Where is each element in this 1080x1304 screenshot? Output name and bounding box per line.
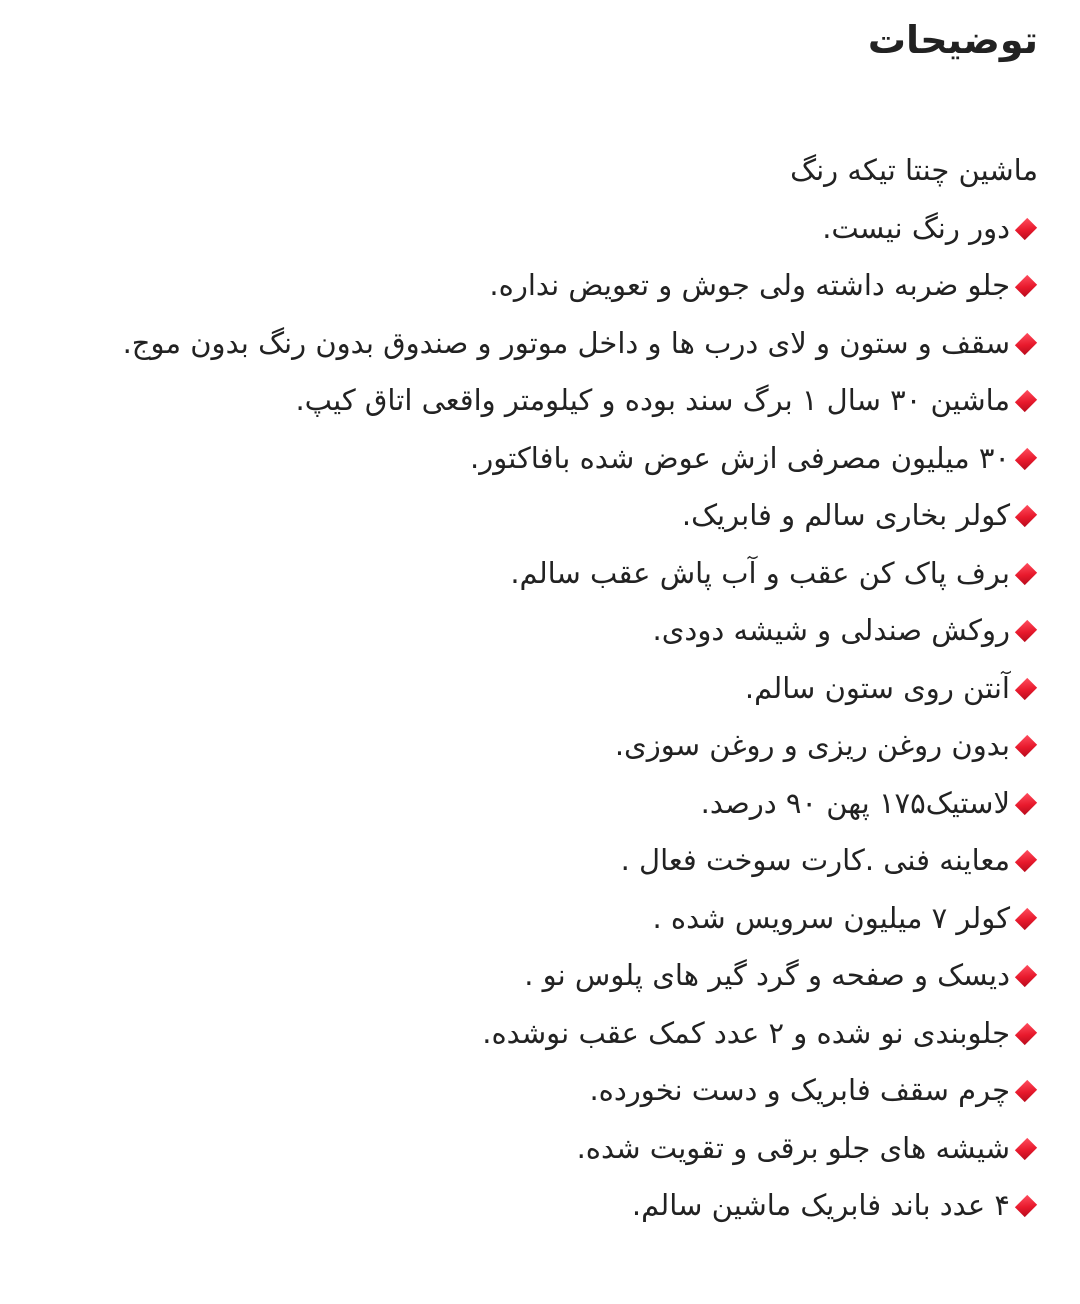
list-item-text: دیسک و صفحه و گرد گیر های پلوس نو . [524, 958, 1010, 992]
red-diamond-icon [1016, 219, 1036, 239]
list-item-text: بدون روغن ریزی و روغن سوزی. [614, 728, 1010, 762]
list-item-text: روکش صندلی و شیشه دودی. [652, 613, 1010, 647]
list-item-text: آنتن روی ستون سالم. [744, 670, 1010, 705]
red-diamond-icon [1016, 679, 1036, 699]
list-item [40, 947, 1038, 1005]
list-item-text: لاستیک۱۷۵ پهن ۹۰ درصد. [700, 785, 1010, 820]
description-page [40, 0, 1038, 1235]
list-item [40, 717, 1038, 775]
list-item [40, 660, 1038, 718]
list-item-text: کولر ۷ میلیون سرویس شده . [652, 900, 1010, 935]
list-item-text: برف پاک کن عقب و آب پاش عقب سالم. [510, 555, 1010, 590]
red-diamond-icon [1016, 391, 1036, 411]
list-item-text: ۳۰ میلیون مصرفی ازش عوض شده بافاکتور. [470, 440, 1010, 475]
list-item-text: ماشین ۳۰ سال ۱ برگ سند بوده و کیلومتر واقعی اتاق کیپ. [295, 383, 1010, 417]
list-item [40, 1062, 1038, 1120]
red-diamond-icon [1016, 794, 1036, 814]
red-diamond-icon [1016, 334, 1036, 354]
red-diamond-icon [1016, 506, 1036, 526]
list-item-text: سقف و ستون و لای درب ها و داخل موتور و صندوق بدون رنگ بدون موج. [122, 325, 1010, 360]
list-item [40, 1005, 1038, 1063]
list-item [40, 545, 1038, 603]
list-item [40, 1120, 1038, 1178]
red-diamond-icon [1016, 276, 1036, 296]
red-diamond-icon [1016, 909, 1036, 929]
list-item [40, 832, 1038, 890]
list-item [40, 430, 1038, 488]
list-item [40, 487, 1038, 545]
red-diamond-icon [1016, 621, 1036, 641]
list-item-text: ۴ عدد باند فابریک ماشین سالم. [631, 1188, 1010, 1222]
red-diamond-icon [1016, 449, 1036, 469]
description-intro: ماشین چنتا تیکه رنگ [790, 153, 1038, 187]
red-diamond-icon [1016, 1196, 1036, 1216]
red-diamond-icon [1016, 1024, 1036, 1044]
list-item [40, 315, 1038, 373]
list-item [40, 890, 1038, 948]
list-item [40, 200, 1038, 258]
list-item-text: معاینه فنی .کارت سوخت فعال . [620, 843, 1010, 877]
list-item-text: جلو ضربه داشته ولی جوش و تعویض نداره. [489, 268, 1010, 302]
red-diamond-icon [1016, 1139, 1036, 1159]
list-item [40, 257, 1038, 315]
list-item-text: چرم سقف فابریک و دست نخورده. [589, 1073, 1010, 1107]
red-diamond-icon [1016, 1081, 1036, 1101]
list-item-text: دور رنگ نیست. [822, 210, 1010, 245]
list-item [40, 775, 1038, 833]
red-diamond-icon [1016, 736, 1036, 756]
red-diamond-icon [1016, 966, 1036, 986]
red-diamond-icon [1016, 564, 1036, 584]
red-diamond-icon [1016, 851, 1036, 871]
list-item-text: کولر بخاری سالم و فابریک. [681, 498, 1010, 532]
page-title: توضیحات [867, 18, 1038, 62]
list-item [40, 602, 1038, 660]
list-item [40, 372, 1038, 430]
list-item-text: جلوبندی نو شده و ۲ عدد کمک عقب نوشده. [482, 1015, 1010, 1050]
list-item-text: شیشه های جلو برقی و تقویت شده. [576, 1130, 1010, 1165]
description-body [40, 142, 1038, 1235]
list-item [40, 1177, 1038, 1235]
